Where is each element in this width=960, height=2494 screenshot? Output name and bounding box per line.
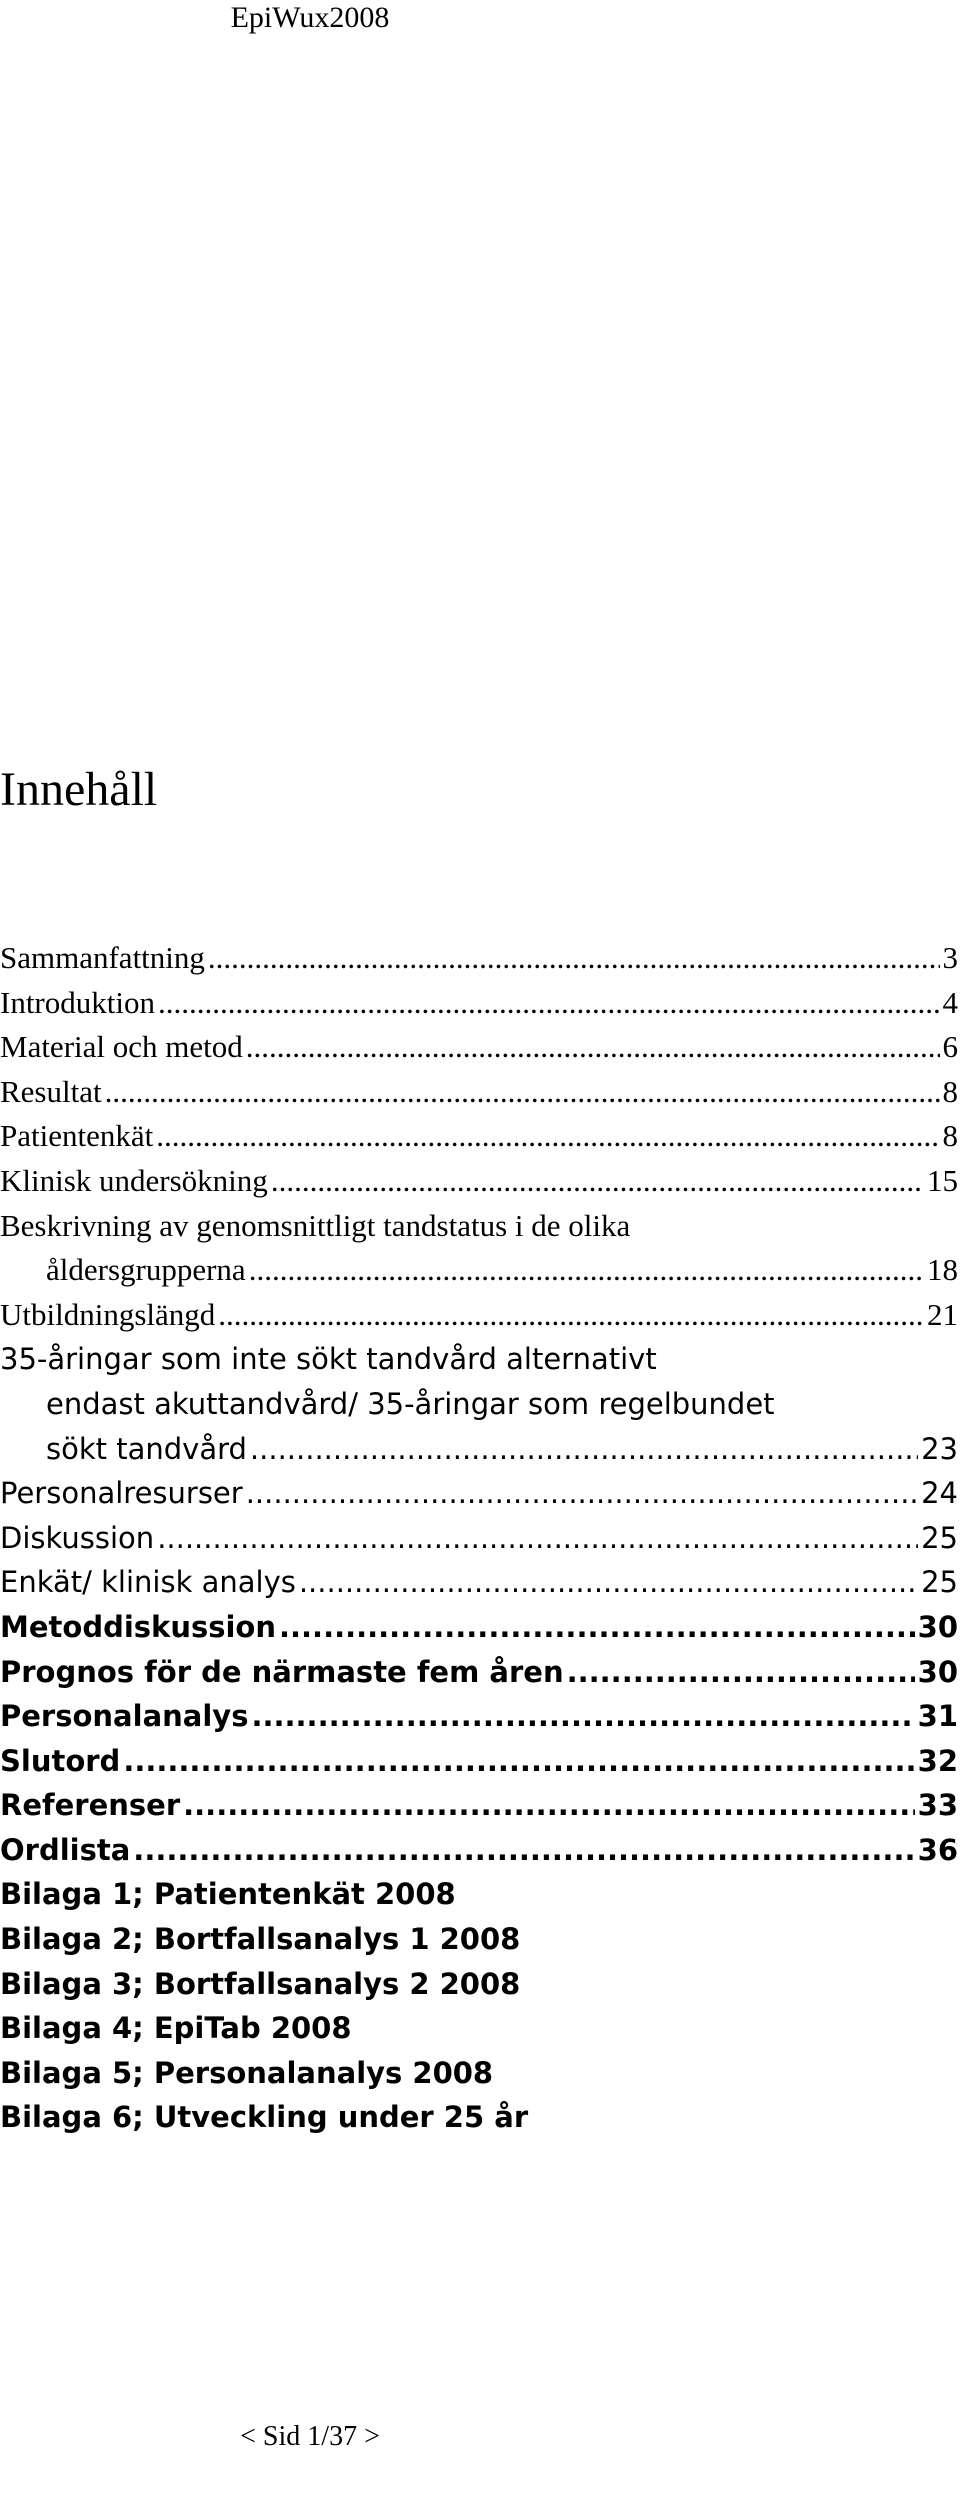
toc-entry-label-line2: endast akuttandvård/ 35-åringar som regelbundet — [46, 1386, 775, 1421]
toc-entry-label: Klinisk undersökning — [0, 1162, 268, 1198]
toc-entry-beskrivning[interactable] — [0, 1204, 958, 1293]
toc-entry-label: Enkät/ klinisk analys — [0, 1565, 296, 1600]
dot-leader — [279, 1605, 915, 1650]
toc-entry-material-och-metod[interactable] — [0, 1025, 958, 1070]
dot-leader — [218, 1293, 924, 1338]
page-footer: < Sid 1/37 > — [240, 2421, 380, 2452]
toc-entry-ordlista[interactable] — [0, 1828, 958, 1873]
toc-page-number: 15 — [927, 1162, 958, 1198]
toc-entry-patientenkat[interactable] — [0, 1114, 958, 1159]
dot-leader — [246, 1471, 918, 1516]
toc-entry-slutord[interactable] — [0, 1739, 958, 1784]
toc-page-number: 6 — [942, 1029, 958, 1065]
toc-page-number: 36 — [917, 1832, 958, 1867]
toc-page-number: 30 — [917, 1609, 958, 1644]
toc-page-number: 4 — [942, 984, 958, 1020]
dot-leader — [105, 1070, 940, 1115]
toc-entry-label: Metoddiskussion — [0, 1609, 276, 1644]
toc-entry-label: Slutord — [0, 1743, 121, 1778]
toc-page-number: 31 — [917, 1699, 958, 1734]
appendix-4[interactable]: Bilaga 4; EpiTab 2008 — [0, 2011, 352, 2046]
toc-entry-diskussion[interactable] — [0, 1516, 958, 1561]
dot-leader — [208, 936, 940, 981]
toc-entry-label: Resultat — [0, 1073, 102, 1109]
appendix-2[interactable]: Bilaga 2; Bortfallsanalys 1 2008 — [0, 1922, 521, 1957]
toc-page-number: 30 — [917, 1654, 958, 1689]
dot-leader — [183, 1783, 915, 1828]
toc-entry-label: Referenser — [0, 1788, 181, 1823]
toc-entry-resultat[interactable] — [0, 1070, 958, 1115]
appendix-1[interactable]: Bilaga 1; Patientenkät 2008 — [0, 1877, 456, 1912]
toc-entry-label-line1: 35-åringar som inte sökt tandvård alternativt — [0, 1342, 657, 1377]
dot-leader — [249, 1248, 924, 1293]
toc-entry-label: Diskussion — [0, 1520, 155, 1555]
dot-leader — [158, 981, 940, 1026]
toc-page-number: 24 — [921, 1476, 958, 1511]
appendix-3[interactable]: Bilaga 3; Bortfallsanalys 2 2008 — [0, 1966, 521, 2001]
toc-page-number: 32 — [917, 1743, 958, 1778]
dot-leader — [156, 1114, 939, 1159]
dot-leader — [299, 1560, 918, 1605]
toc-entry-referenser[interactable] — [0, 1783, 958, 1828]
toc-entry-label: Ordlista — [0, 1832, 131, 1867]
toc-entry-sammanfattning[interactable] — [0, 936, 958, 981]
toc-page-number: 8 — [942, 1118, 958, 1154]
toc-entry-35-aringar[interactable] — [0, 1337, 958, 1471]
toc-page-number: 21 — [927, 1296, 958, 1332]
toc-entry-label: åldersgrupperna — [46, 1252, 246, 1288]
dot-leader — [250, 1427, 918, 1472]
toc-entry-label: sökt tandvård — [46, 1431, 247, 1466]
dot-leader — [157, 1516, 918, 1561]
toc-entry-personalanalys[interactable] — [0, 1694, 958, 1739]
toc-entry-introduktion[interactable] — [0, 981, 958, 1026]
toc-page-number: 33 — [917, 1788, 958, 1823]
toc-entry-label: Utbildningslängd — [0, 1296, 216, 1332]
toc-entry-label: Personalresurser — [0, 1476, 243, 1511]
toc-entry-label-line1: Beskrivning av genomsnittligt tandstatus i de olika — [0, 1207, 631, 1243]
toc-page-number: 23 — [921, 1431, 958, 1466]
appendix-5[interactable]: Bilaga 5; Personalanalys 2008 — [0, 2055, 494, 2090]
toc-entry-label: Patientenkät — [0, 1118, 154, 1154]
toc-entry-personalresurser[interactable] — [0, 1471, 958, 1516]
dot-leader — [251, 1694, 914, 1739]
toc-entry-enkat-klinisk-analys[interactable] — [0, 1560, 958, 1605]
toc-entry-utbildningslangd[interactable] — [0, 1293, 958, 1338]
dot-leader — [271, 1159, 924, 1204]
toc-page-number: 8 — [942, 1073, 958, 1109]
page-header: EpiWux2008 — [230, 1, 390, 34]
toc-page-number: 25 — [921, 1565, 958, 1600]
toc-page-number: 25 — [921, 1520, 958, 1555]
appendix-6[interactable]: Bilaga 6; Utveckling under 25 år — [0, 2100, 529, 2135]
dot-leader — [123, 1739, 914, 1784]
toc-entry-label: Sammanfattning — [0, 940, 205, 975]
toc-entry-klinisk-undersokning[interactable] — [0, 1159, 958, 1204]
toc-page-number: 18 — [927, 1252, 958, 1288]
dot-leader — [133, 1828, 914, 1873]
toc-entry-metoddiskussion[interactable] — [0, 1605, 958, 1650]
toc-entry-label: Material och metod — [0, 1029, 243, 1065]
toc-page-number: 3 — [942, 940, 958, 975]
toc-entry-label: Personalanalys — [0, 1699, 249, 1734]
page-title: Innehåll — [0, 763, 158, 816]
dot-leader — [567, 1650, 915, 1695]
toc-entry-prognos[interactable] — [0, 1650, 958, 1695]
dot-leader — [246, 1025, 940, 1070]
toc-entry-label: Introduktion — [0, 984, 155, 1020]
table-of-contents — [0, 936, 958, 2140]
toc-entry-label: Prognos för de närmaste fem åren — [0, 1654, 564, 1689]
